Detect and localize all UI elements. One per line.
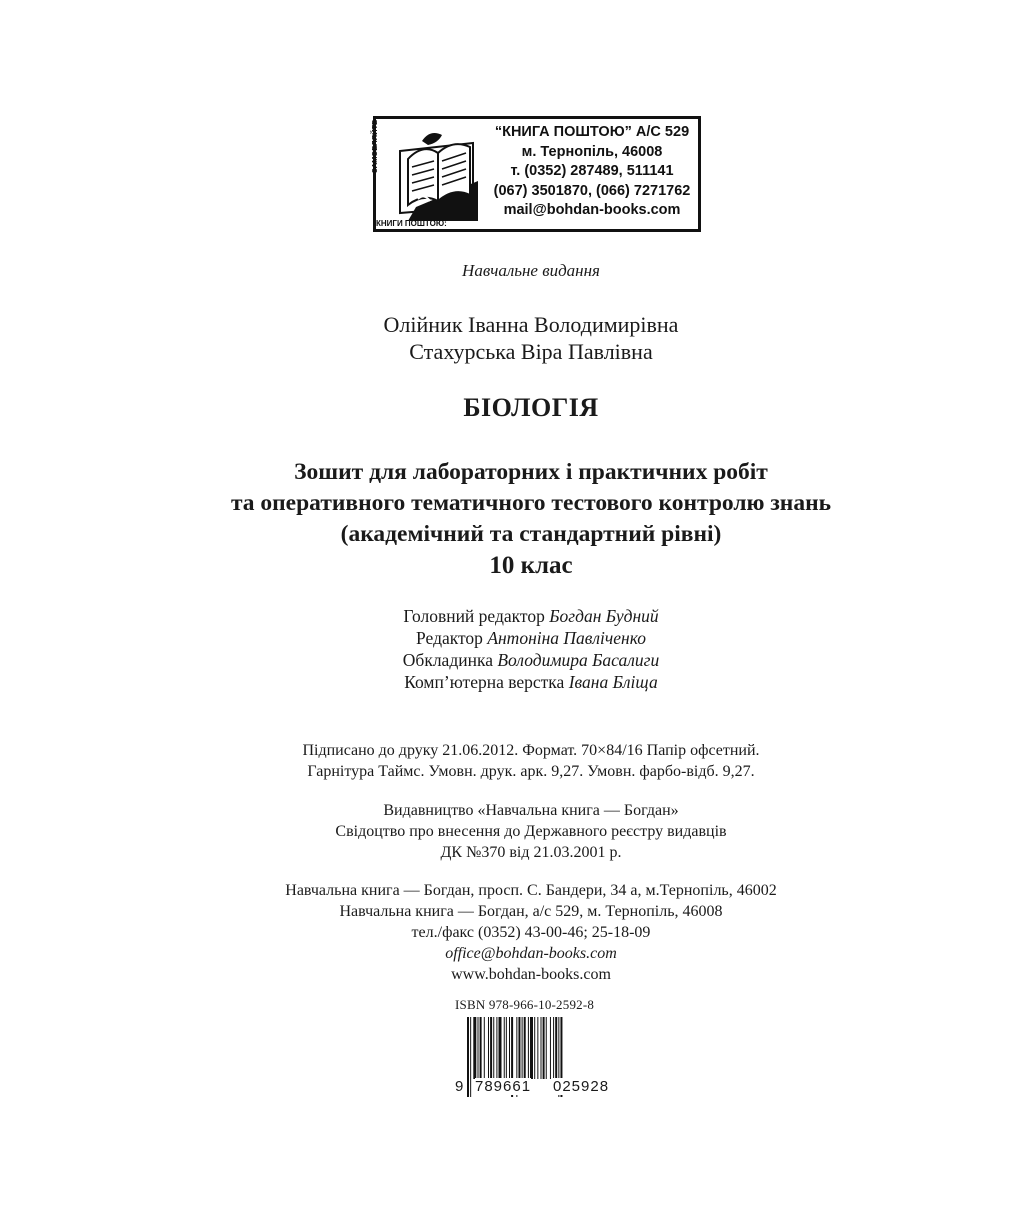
- barcode-first-digit: 9: [455, 1078, 464, 1095]
- publisher-line: ДК №370 від 21.03.2001 р.: [440, 844, 622, 861]
- stamp-line: м. Тернопіль, 46008: [521, 143, 663, 160]
- book-title: БІОЛОГІЯ: [463, 393, 599, 422]
- barcode-bar: [528, 1017, 529, 1079]
- credit-role: Обкладинка: [402, 650, 493, 670]
- barcode-bar: [524, 1017, 526, 1079]
- address-block: [0, 880, 1022, 985]
- barcode-bar: [504, 1017, 505, 1079]
- author-name: Стахурська Віра Павлівна: [409, 339, 653, 364]
- grade: 10 клас: [489, 552, 573, 579]
- credit-person: Антоніна Павліченко: [487, 628, 646, 648]
- subtitle-line: Зошит для лабораторних і практичних робіт: [294, 459, 768, 485]
- credit-role: Головний редактор: [403, 606, 545, 626]
- print-line: Гарнітура Таймс. Умовн. друк. арк. 9,27. Умовн. фарбо-відб. 9,27.: [307, 763, 755, 780]
- stamp-line: (067) 3501870, (066) 7271762: [493, 182, 691, 199]
- credit-person: Івана Бліща: [568, 672, 658, 692]
- credit-person: Володимира Басалиги: [497, 650, 660, 670]
- publisher-info: [0, 800, 1022, 863]
- stamp-line: т. (0352) 287489, 511141: [510, 163, 674, 180]
- website: www.bohdan-books.com: [451, 966, 611, 983]
- credit-role: Комп’ютерна верстка: [404, 672, 565, 692]
- barcode-bar: [530, 1017, 533, 1079]
- barcode-bar: [550, 1017, 551, 1079]
- credit-role: Редактор: [416, 628, 483, 648]
- barcode-bar: [484, 1017, 485, 1079]
- mail-order-stamp: [370, 116, 701, 232]
- barcode-bar: [470, 1017, 471, 1097]
- print-line: Підписано до друку 21.06.2012. Формат. 70×84/16 Папір офсетний.: [302, 742, 760, 759]
- book-subtitle: [0, 457, 1022, 581]
- publisher-line: Свідоцтво про внесення до Державного реєстру видавців: [335, 823, 727, 840]
- credits: [0, 605, 1022, 693]
- barcode-bar: [496, 1017, 497, 1079]
- subtitle-line: (академічний та стандартний рівні): [340, 521, 722, 547]
- barcode-bar: [478, 1017, 479, 1079]
- credit-line: [0, 605, 1022, 627]
- barcode-bar: [537, 1017, 538, 1079]
- barcode-bar: [553, 1017, 554, 1079]
- barcode-bar: [518, 1017, 520, 1079]
- credit-line: [0, 627, 1022, 649]
- credit-line: [0, 649, 1022, 671]
- barcode-bar: [490, 1017, 492, 1079]
- stamp-vertical-label: ЗАМОВЛЯЙТЕ: [370, 119, 379, 173]
- address-line: Навчальна книга — Богдан, а/с 529, м. Тернопіль, 46008: [339, 903, 723, 920]
- stamp-text: [482, 123, 702, 221]
- barcode-bar: [555, 1017, 557, 1079]
- edition-type: Навчальне видання: [462, 261, 600, 280]
- barcode-bar: [522, 1017, 523, 1079]
- authors: [0, 311, 1022, 365]
- barcode-bar: [493, 1017, 494, 1079]
- barcode-bar: [534, 1017, 535, 1079]
- barcode-bar: [506, 1017, 507, 1079]
- barcode-bar: [509, 1017, 510, 1079]
- address-line: тел./факс (0352) 43-00-46; 25-18-09: [411, 924, 651, 941]
- barcode-left-group: 789661: [475, 1078, 532, 1095]
- barcode-bar: [543, 1017, 545, 1079]
- barcode-right-group: 025928: [553, 1078, 610, 1095]
- barcode-bar: [480, 1017, 482, 1079]
- isbn: ISBN 978-966-10-2592-8: [455, 997, 595, 1012]
- credit-person: Богдан Будний: [549, 606, 659, 626]
- stamp-line: mail@bohdan-books.com: [503, 202, 681, 219]
- barcode-bar: [473, 1017, 476, 1079]
- barcode-bar: [467, 1017, 469, 1097]
- open-book-icon: [378, 121, 490, 229]
- print-info: [0, 740, 1022, 782]
- barcode-bar: [541, 1017, 542, 1079]
- stamp-line: “КНИГА ПОШТОЮ” А/С 529: [494, 124, 690, 140]
- barcode-bar: [499, 1017, 502, 1079]
- barcode-bar: [546, 1017, 547, 1079]
- stamp-under-label: КНИГИ ПОШТОЮ:: [376, 219, 447, 228]
- address-line: Навчальна книга — Богдан, просп. С. Бандери, 34 а, м.Тернопіль, 46002: [285, 882, 777, 899]
- email: office@bohdan-books.com: [445, 945, 617, 962]
- barcode-bar: [488, 1017, 489, 1079]
- subtitle-line: та оперативного тематичного тестового контролю знань: [230, 490, 832, 516]
- publisher-line: Видавництво «Навчальна книга — Богдан»: [383, 802, 679, 819]
- credit-line: [0, 671, 1022, 693]
- author-name: Олійник Іванна Володимирівна: [383, 312, 679, 337]
